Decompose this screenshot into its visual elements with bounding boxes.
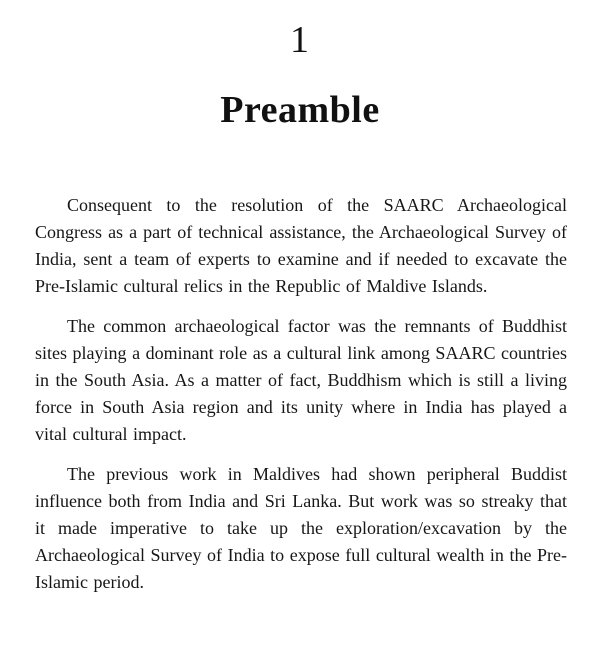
chapter-number: 1: [290, 19, 310, 61]
paragraph-1: Consequent to the resolution of the SAARC Archaeological Congress as a part of technical assistance, the Archaeological Survey of India, sent a team of experts to examine and if needed to excavate the Pre-Islamic cultural relics in the Republic of Maldive Islands.: [35, 195, 567, 296]
chapter-title: Preamble: [220, 89, 380, 131]
body-text: [35, 192, 567, 596]
paragraph-3: The previous work in Maldives had shown peripheral Buddist influence both from India and Sri Lanka. But work was so streaky that it made imperative to take up the exploration/excavation by the Archaeological Survey of India to expose full cultural wealth in the Pre-Islamic period.: [35, 464, 567, 592]
paragraph-2: The common archaeological factor was the remnants of Buddhist sites playing a dominant role as a cultural link among SAARC countries in the South Asia. As a matter of fact, Buddhism which is still a living force in South Asia region and its unity where in India has played a vital cultural impact.: [35, 316, 567, 444]
